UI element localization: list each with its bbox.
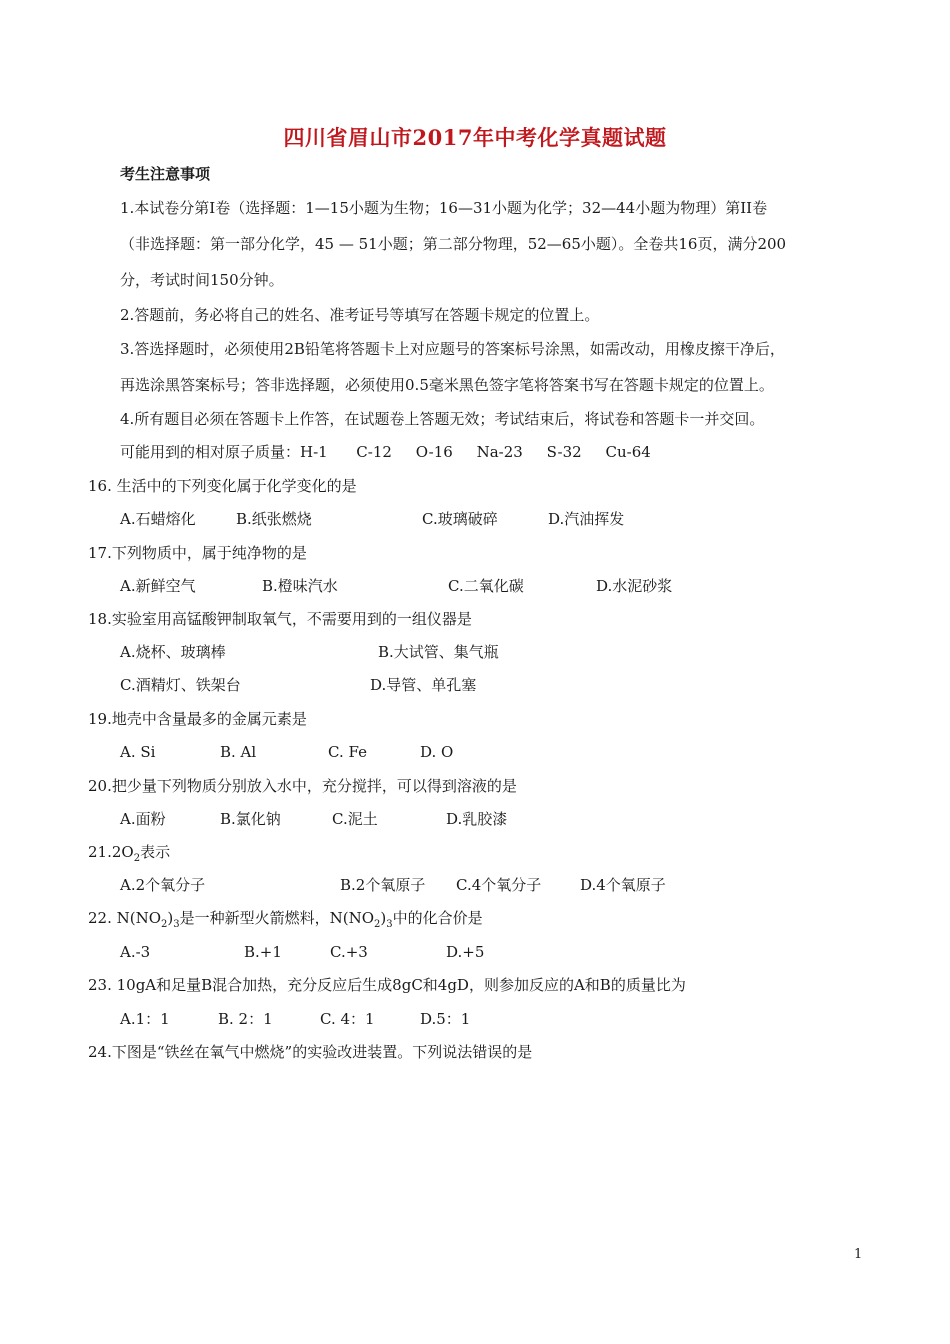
notice-line: 4.所有题目必须在答题卡上作答，在试题卷上答题无效；考试结束后，将试卷和答题卡一并交回。 (120, 410, 765, 428)
question-stem: 20.把少量下列物质分别放入水中，充分搅拌，可以得到溶液的是 (88, 777, 517, 795)
option-b: B.氯化钠 (220, 810, 281, 828)
subscript: 2 (374, 919, 381, 930)
subscript: 2 (133, 853, 141, 864)
subscript: 3 (173, 919, 180, 930)
option-a: A.1：1 (120, 1010, 170, 1028)
option-c: C.+3 (330, 943, 368, 961)
stem-text: 21.2O (88, 843, 134, 861)
option-a: A.2个氧分子 (120, 876, 206, 894)
option-b: B.2个氧原子 (340, 876, 426, 894)
subscript: 3 (386, 919, 393, 930)
page-number: 1 (854, 1247, 863, 1262)
option-b: B.大试管、集气瓶 (378, 643, 499, 661)
stem-text: 是一种新型火箭燃料，N(NO (179, 909, 375, 927)
notice-line: 分，考试时间150分钟。 (120, 271, 284, 289)
question-stem (88, 908, 483, 935)
option-a: A.-3 (120, 943, 151, 961)
question-stem: 19.地壳中含量最多的金属元素是 (88, 710, 307, 728)
option-c: C. Fe (328, 743, 367, 761)
notice-line: 再选涂黑答案标号；答非选择题，必须使用0.5毫米黑色签字笔将答案书写在答题卡规定的位置上。 (120, 376, 774, 394)
option-d: D.5：1 (420, 1010, 471, 1028)
option-d: D. O (420, 743, 454, 761)
option-a: A.面粉 (120, 810, 166, 828)
question-stem: 17.下列物质中，属于纯净物的是 (88, 544, 307, 562)
option-d: D.乳胶漆 (446, 810, 508, 828)
notice-line: 3.答选择题时，必须使用2B铅笔将答题卡上对应题号的答案标号涂黑，如需改动，用橡皮擦干净后， (120, 340, 785, 358)
notice-line: （非选择题：第一部分化学，45 — 51小题；第二部分物理，52—65小题）。全卷共16页，满分200 (120, 235, 787, 253)
option-c: C.玻璃破碎 (422, 510, 498, 528)
stem-text: 表示 (140, 843, 171, 861)
stem-text: 22. N(NO (88, 909, 162, 927)
question-stem: 18.实验室用高锰酸钾制取氧气，不需要用到的一组仪器是 (88, 610, 472, 628)
option-d: D.导管、单孔塞 (370, 676, 477, 694)
notice-heading: 考生注意事项 (120, 165, 211, 183)
option-c: C. 4：1 (320, 1010, 375, 1028)
option-a: A.烧杯、玻璃棒 (120, 643, 226, 661)
question-stem: 16. 生活中的下列变化属于化学变化的是 (88, 477, 357, 495)
stem-text: 中的化合价是 (392, 909, 483, 927)
question-stem (88, 842, 170, 869)
stem-text: ) (167, 909, 174, 927)
option-d: D.水泥砂浆 (596, 577, 673, 595)
option-b: B.+1 (244, 943, 282, 961)
option-b: B.纸张燃烧 (236, 510, 312, 528)
atomic-mass-line: 可能用到的相对原子质量：H-1 C-12 O-16 Na-23 S-32 Cu-64 (120, 443, 651, 461)
option-d: D.+5 (446, 943, 485, 961)
subscript: 2 (161, 919, 168, 930)
option-b: B.橙味汽水 (262, 577, 338, 595)
option-c: C.4个氧分子 (456, 876, 542, 894)
stem-text: ) (380, 909, 387, 927)
option-a: A.新鲜空气 (120, 577, 196, 595)
notice-line: 2.答题前，务必将自己的姓名、准考证号等填写在答题卡规定的位置上。 (120, 306, 600, 324)
question-stem: 23. 10gA和足量B混合加热，充分反应后生成8gC和4gD，则参加反应的A和B的质量比为 (88, 976, 686, 994)
question-stem: 24.下图是“铁丝在氧气中燃烧”的实验改进装置。下列说法错误的是 (88, 1043, 533, 1061)
option-c: C.二氧化碳 (448, 577, 524, 595)
option-c: C.酒精灯、铁架台 (120, 676, 241, 694)
notice-line: 1.本试卷分第Ⅰ卷（选择题：1—15小题为生物；16—31小题为化学；32—44小题为物理）第II卷 (120, 199, 768, 217)
option-d: D.汽油挥发 (548, 510, 625, 528)
option-b: B. Al (220, 743, 257, 761)
option-a: A. Si (120, 743, 156, 761)
option-b: B. 2：1 (218, 1010, 273, 1028)
option-c: C.泥土 (332, 810, 378, 828)
option-d: D.4个氧原子 (580, 876, 666, 894)
exam-title: 四川省眉山市2017年中考化学真题试题 (283, 125, 667, 150)
option-a: A.石蜡熔化 (120, 510, 196, 528)
